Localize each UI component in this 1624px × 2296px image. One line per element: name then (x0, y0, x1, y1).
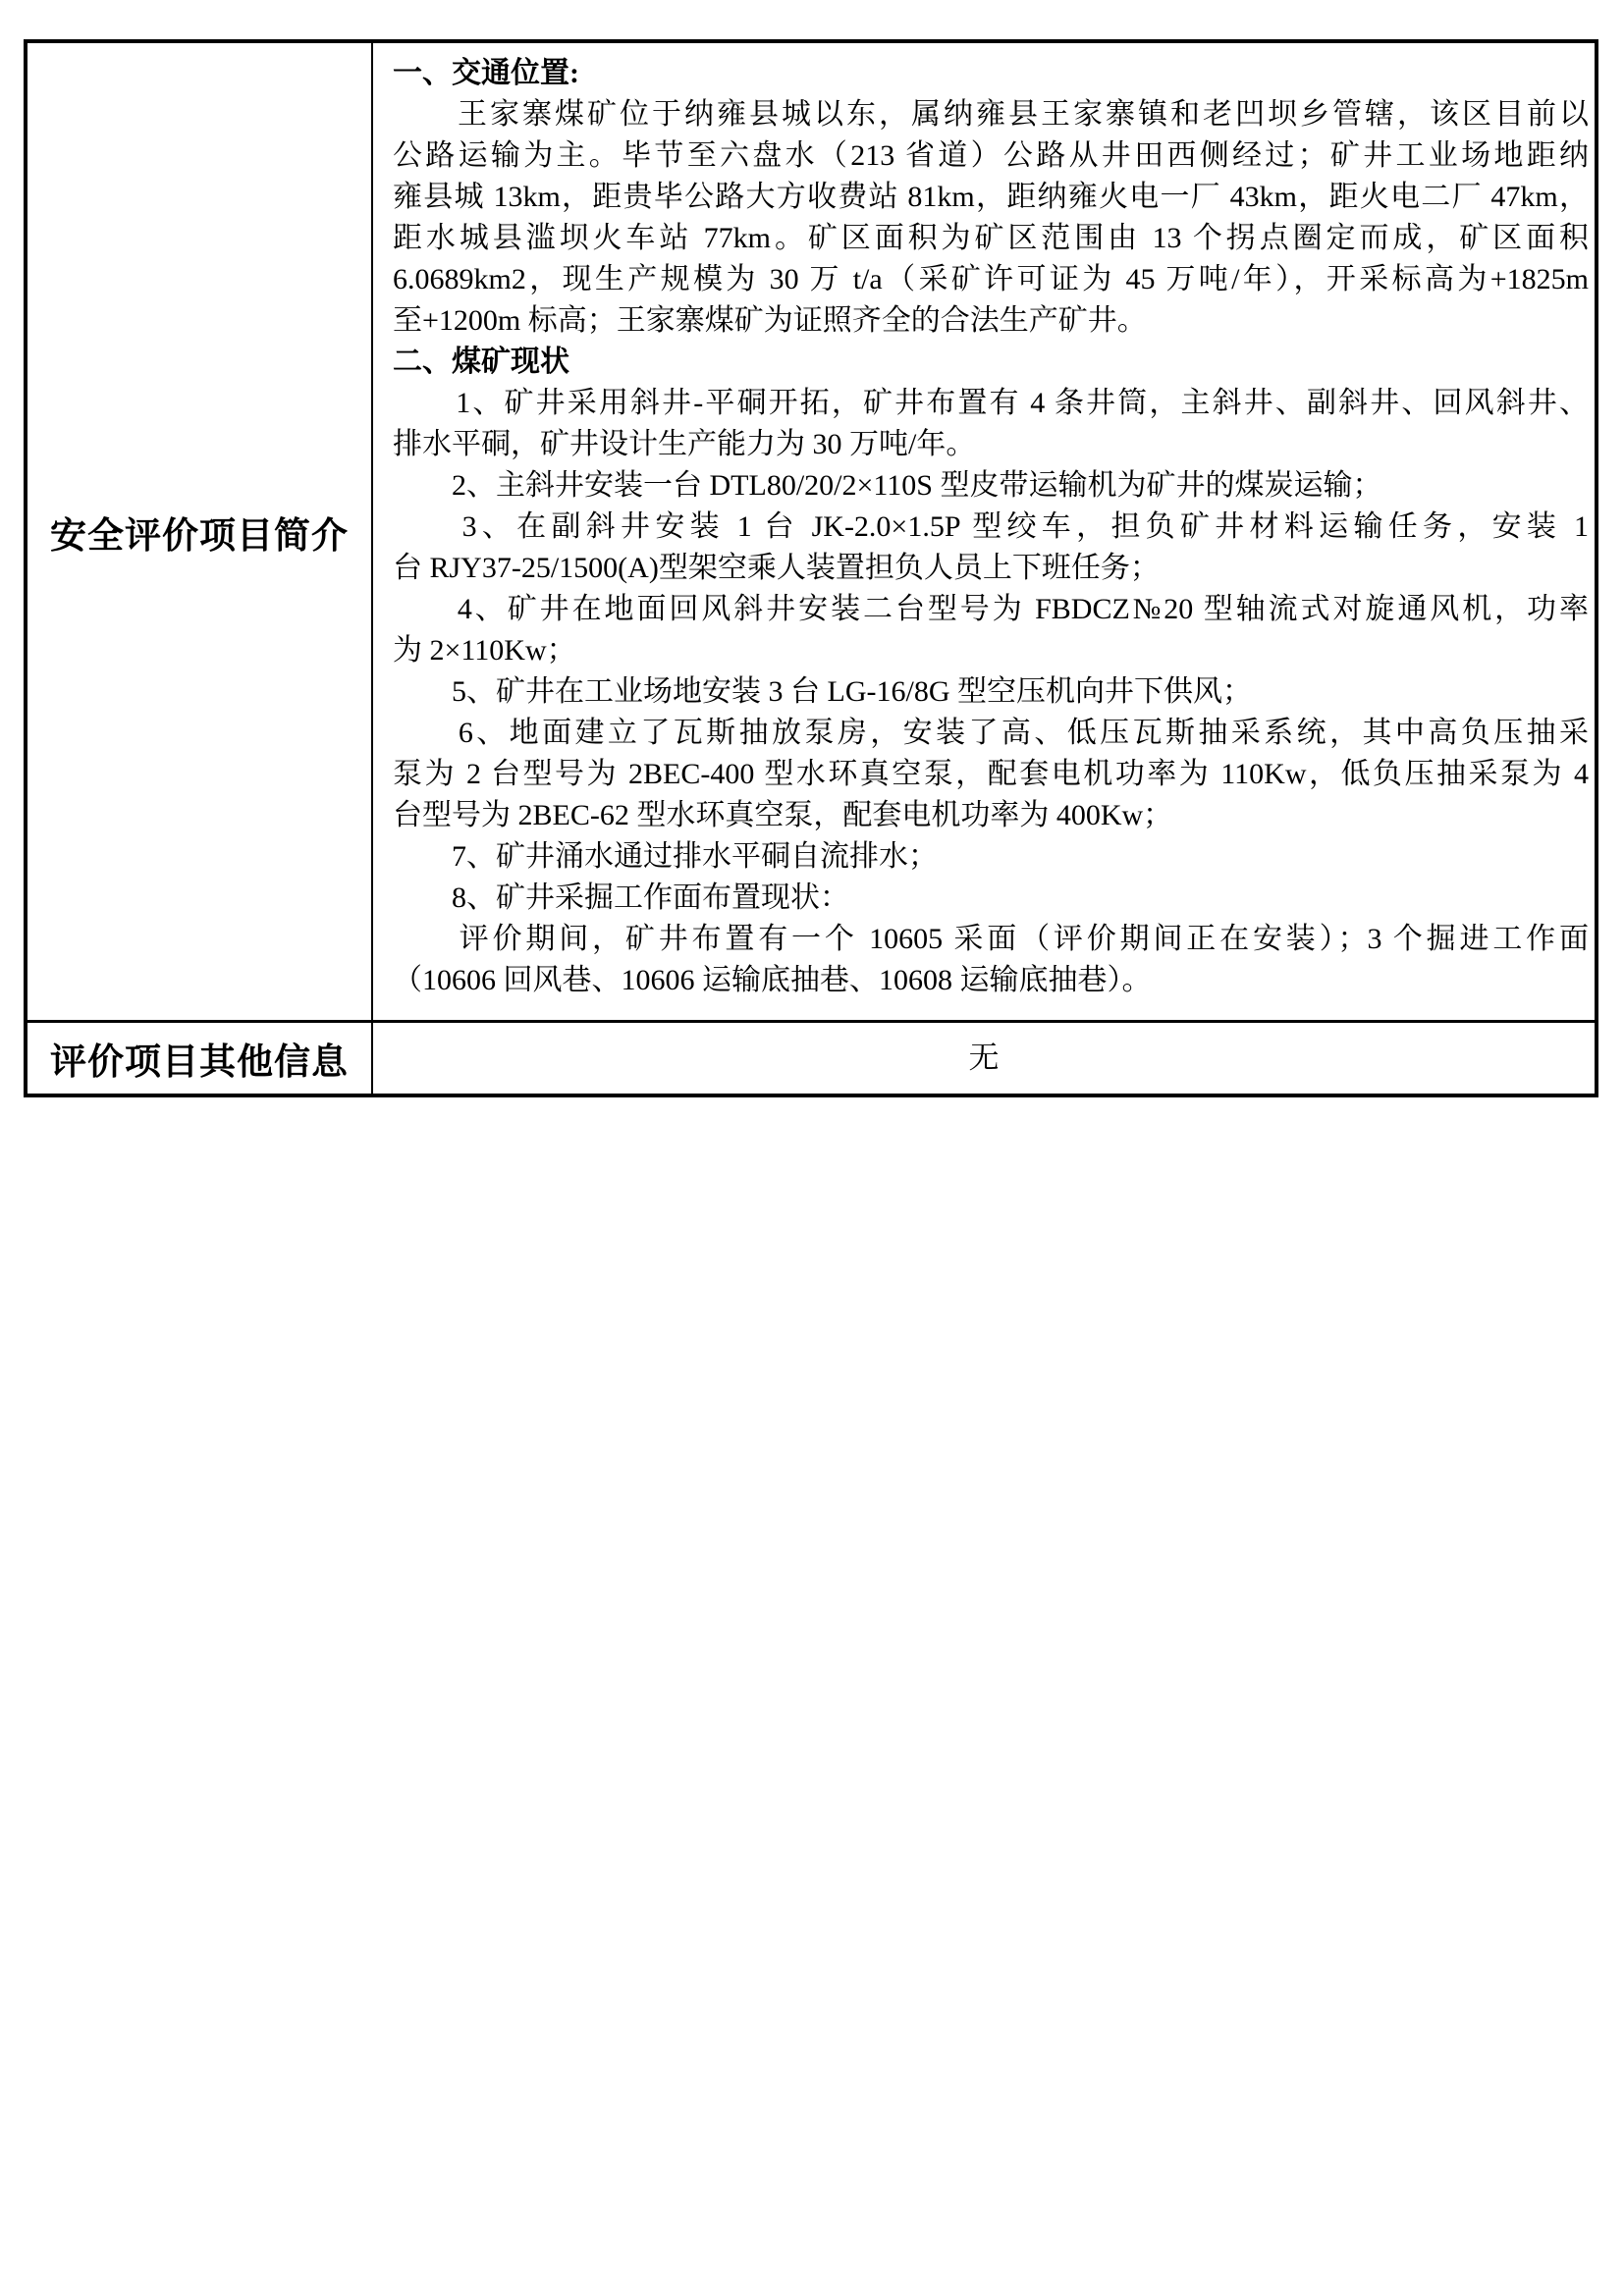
text-line: 台型号为 2BEC-62 型水环真空泵，配套电机功率为 400Kw； (393, 799, 1173, 831)
text-line: 一、交通位置: (393, 57, 579, 89)
text-line: 1、矿井采用斜井-平硐开拓，矿井布置有 4 条井筒，主斜井、副斜井、回风斜井、 (393, 387, 1589, 419)
text-line: 6、地面建立了瓦斯抽放泵房，安装了高、低压瓦斯抽采系统，其中高负压抽采 (393, 717, 1589, 749)
intro-content-cell (373, 43, 1595, 1020)
text-line: 6.0689km2，现生产规模为 30 万 t/a（采矿许可证为 45 万吨/年），开采标高为+1825m (393, 263, 1589, 295)
text-line: 公路运输为主。毕节至六盘水（213 省道）公路从井田西侧经过；矿井工业场地距纳 (393, 139, 1589, 172)
other-info-value: 无 (968, 1041, 1000, 1075)
row-label-other-info: 评价项目其他信息 (27, 1023, 373, 1094)
text-line: 泵为 2 台型号为 2BEC-400 型水环真空泵，配套电机功率为 110Kw，低负压抽采泵为 4 (393, 758, 1589, 790)
text-line: 台 RJY37-25/1500(A)型架空乘人装置担负人员上下班任务； (393, 552, 1160, 584)
text-line: 至+1200m 标高；王家寨煤矿为证照齐全的合法生产矿井。 (393, 304, 1147, 337)
table-row (27, 1020, 1595, 1094)
text-line: 二、煤矿现状 (393, 346, 569, 378)
text-line: 5、矿井在工业场地安装 3 台 LG-16/8G 型空压机向井下供风； (393, 675, 1252, 708)
text-line: 雍县城 13km，距贵毕公路大方收费站 81km，距纳雍火电一厂 43km，距火电二厂 47km， (393, 181, 1589, 213)
intro-content-lines (393, 53, 1589, 1001)
text-line: 距水城县滥坝火车站 77km。矿区面积为矿区范围由 13 个拐点圈定而成，矿区面积 (393, 222, 1589, 254)
info-table (24, 39, 1598, 1097)
text-line: 排水平硐，矿井设计生产能力为 30 万吨/年。 (393, 428, 976, 460)
text-line: 2、主斜井安装一台 DTL80/20/2×110S 型皮带运输机为矿井的煤炭运输； (393, 469, 1382, 502)
text-line: 4、矿井在地面回风斜井安装二台型号为 FBDCZ№20 型轴流式对旋通风机，功率 (393, 593, 1589, 625)
text-line: 8、矿井采掘工作面布置现状： (393, 881, 849, 914)
table-row (27, 43, 1595, 1020)
text-line: （10606 回风巷、10606 运输底抽巷、10608 运输底抽巷）。 (393, 964, 1152, 996)
text-line: 7、矿井涌水通过排水平硐自流排水； (393, 840, 938, 873)
row-label-intro: 安全评价项目简介 (27, 43, 373, 1020)
text-line: 王家寨煤矿位于纳雍县城以东，属纳雍县王家寨镇和老凹坝乡管辖，该区目前以 (393, 98, 1589, 131)
text-line: 评价期间，矿井布置有一个 10605 采面（评价期间正在安装）；3 个掘进工作面 (393, 923, 1589, 955)
text-line: 为 2×110Kw； (393, 634, 576, 667)
text-line: 3、在副斜井安装 1 台 JK-2.0×1.5P 型绞车，担负矿井材料运输任务，安装 1 (393, 510, 1589, 543)
